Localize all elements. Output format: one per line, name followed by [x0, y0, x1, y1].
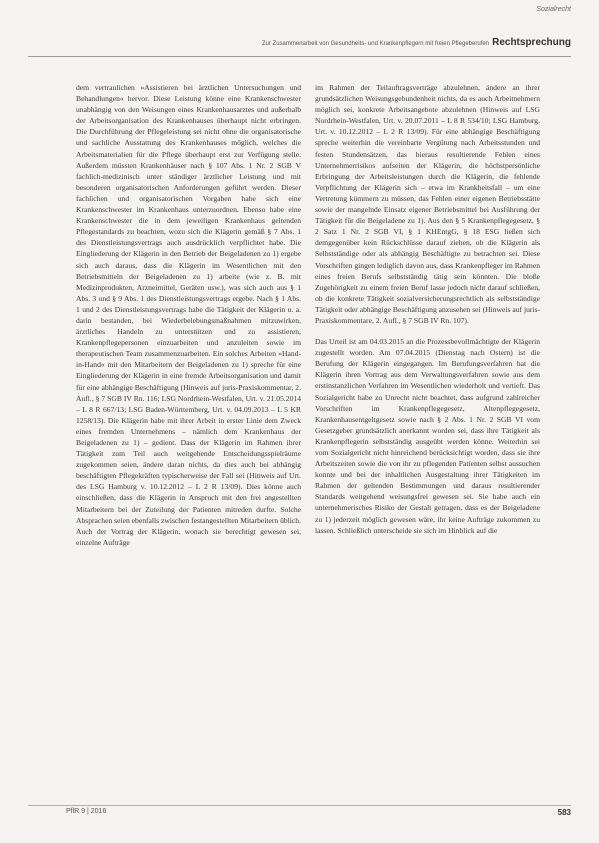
journal-issue: PflR 9 | 2016 [66, 808, 107, 815]
running-header-category: Rechtsprechung [492, 37, 571, 48]
running-header-subtitle: Zur Zusammenarbeit von Gesundheits- und Krankenpflegern mit freien Pflegeberufen [261, 41, 489, 47]
paragraph: Das Urteil ist am 04.03.2015 an die Prozessbevollmächtigte der Klägerin zugestellt worden. Am 07.04.2015 (Dienstag nach Ostern) ist die Berufung der Klägerin eingegangen. Im Berufungsverfahren hat die Klägerin ihren Vortrag aus dem Verwaltungsverfahren sowie aus dem erstinstanzlichen Verfahren im Wesentlichen wiederholt und vertieft. Das Sozialgericht habe zu Unrecht nicht beachtet, dass aufgrund zahlreicher Vorschriften im Krankenpflegegesetz, Altenpflegegesetz, Krankenhausentgeltgesetz sowie nach § 2 Abs. 1 Nr. 2 SGB VI vom Gesetzgeber grundsätzlich anerkannt worden sei, dass ihre Tätigkeit als Krankenpflegerin selbstständig ausgeübt werden könne. Weiterhin sei vom Sozialgericht nicht hinreichend berücksichtigt worden, dass sie ihre Arbeitszeiten sowie die von ihr zu pflegenden Patienten selbst aussuchen konnte und bei der inhaltlichen Ausgestaltung ihrer Tätigkeiten im Rahmen der geltenden Bestimmungen und daraus resultierender Standards weitgehend weisungsfrei gewesen sei. Sie habe auch ein unternehmerisches Risiko der Gestalt getragen, dass es der Beigeladene zu 1) jederzeit möglich gewesen wäre, ihr keine Aufträge zukommen zu lassen. Schließlich unterscheide sie sich im Hinblick auf die [315, 337, 540, 535]
paragraph: dem vertraulichen »Assistieren bei ärztlichen Untersuchungen und Behandlungen« hervor. Diese Leistung könne eine Krankenschwester unabhängig von den Weisungen eines Krankenhausarztes und außerhalb der Arbeitsorganisation des Krankenhauses überhaupt nicht erbringen. Die Durchführung der Pflegeleistung sei nicht ohne die organisatorische und sachliche Ausstattung des Krankenhauses möglich, welches die Arbeitsmaterialien für die Pflege überhaupt erst zur Verfügung stelle. Außerdem müssten Krankenhäuser nach § 107 Abs. 1 Nr. 2 SGB V fachlich-medizinisch unter ständiger ärztlicher Leistung und mit besonderen organisatorischen Anforderungen geführt werden. Dieser fachlichen und organisatorischen Vorgaben habe sich eine Krankenschwester im Krankenhaus unterzuordnen. Ebenso habe eine Krankenschwester die in dem jeweiligen Krankenhaus geltenden Pflegestandards zu beachten, wozu sich die Klägerin gemäß § 7 Abs. 1 des Dienstleistungsvertrags auch ausdrücklich verpflichtet habe. Die Eingliederung der Klägerin in den Betrieb der Beigeladenen zu 1) ergebe sich auch daraus, dass die Klägerin im Wesentlichen mit den Betriebsmitteln der Beigeladenen zu 1) arbeite (wie z. B. mit Medizinprodukten, Arzneimittel, Geräten usw.), was sich auch aus § 1 Abs. 3 und § 9 Abs. 1 des Dienstleistungsvertrags ergebe. Nach § 1 Abs. 1 und 2 des Dienstleistungsvertrags habe die Tätigkeit der Klägerin u. a. darin bestanden, bei Wiederbelebungsmaßnahmen mitzuwirken, ärztliches Handeln zu unterstützen und zu assistieren, Krankenpflegepersonen einzuarbeiten und anzuleiten sowie im therapeutischen Team zusammenzuarbeiten. Ein solches Arbeiten »Hand-in-Hand« mit den Mitarbeitern der Beigeladenen zu 1) spreche für eine Eingliederung der Klägerin in eine fremde Arbeitsorganisation und damit für eine abhängige Beschäftigung (Hinweis auf juris-Praxiskommentar, 2. Aufl., § 7 SGB IV Rn. 116; LSG Nordrhein-Westfalen, Urt. v. 21.05.2014 – L 8 R 667/13; LSG Baden-Württemberg, Urt. v. 04.09.2013 – L 5 KR 1258/13). Die Klägerin habe mit ihrer Arbeit in erster Linie dem Zweck eines fremden Unternehmens – nämlich dem Krankenhaus der Beigeladenen zu 1) – gedient. Dass der Klägerin im Rahmen ihrer Tätigkeit zum Teil auch weitgehende Entscheidungsspielräume zugekommen seien, ändere daran nichts, da dies auch bei abhängig beschäftigten Pflegekräften typischerweise der Fall sei (Hinweis auf Urt. des LSG Hamburg v. 10.12.2012 – L 2 R 13/09). Dies könne auch einschließen, dass die Klägerin in Anspruch mit den frei angestellten Mitarbeitern bei der Zuteilung der Patienten mitreden durfte. Solche Absprachen seien ebenfalls zwischen festangestellten Mitarbeitern üblich. Auch der Vortrag der Klägerin, wonach sie berechtigt gewesen sei, einzelne Aufträge [76, 83, 301, 547]
left-text-column [76, 82, 301, 548]
paragraph: im Rahmen der Teilauftragsverträge abzulehnen, ändere an ihrer grundsätzlichen Weisungsgebundenheit nichts, da es auch Arbeitnehmern möglich sei, konkrete Arbeitsangebote abzulehnen (Hinweis auf LSG Nordrhein-Westfalen, Urt. v. 20.07.2011 – L 8 R 534/10; LSG Hamburg, Urt. v. 10.12.2012 – L 2 R 13/09). Für eine abhängige Beschäftigung spreche weiterhin die vereinbarte Vergütung nach Arbeitsstunden und festen Stundensätzen, das hieraus resultierende Fehlen eines Unternehmerrisikos aufseiten der Klägerin, die höchstpersönliche Erbringung der Arbeitsleistungen durch die Klägerin, die fehlende Verpflichtung der Klägerin sich – etwa im Krankheitsfall – um eine Vertretung kümmern zu müssen, das Fehlen einer eigenen Betriebsstätte sowie der mangelnde Einsatz eigener Betriebsmittel bei Ausführung der Tätigkeit für die Beigeladene zu 1). Aus den § 5 Krankenpflegegesetz, § 2 Satz 1 Nr. 2 SGB VI, § 1 KHEntgG, § 18 ESG ließen sich demgegenüber kein Rückschlüsse darauf ziehen, ob die Klägerin als Selbstständige oder als abhängig Beschäftigte zu betrachten sei. Diese Vorschriften gingen lediglich davon aus, dass Krankenpfleger im Rahmen eines freien Berufs selbstständig tätig sein könnten. Die bloße Zugehörigkeit zu einem freien Beruf lasse jedoch nicht darauf schließen, ob die konkrete Tätigkeit sozialversicherungsrechtlich als selbstständige Tätigkeit oder abhängige Beschäftigung anzusehen sei (Hinweis auf juris-Praxiskommentare, 2. Aufl., § 7 SGB IV Rn. 107). [315, 83, 540, 325]
footer-rule [28, 805, 571, 806]
right-text-column [315, 82, 540, 536]
section-label: Sozialrecht [536, 6, 571, 13]
page-number: 583 [557, 808, 571, 817]
header-rule [28, 56, 571, 57]
